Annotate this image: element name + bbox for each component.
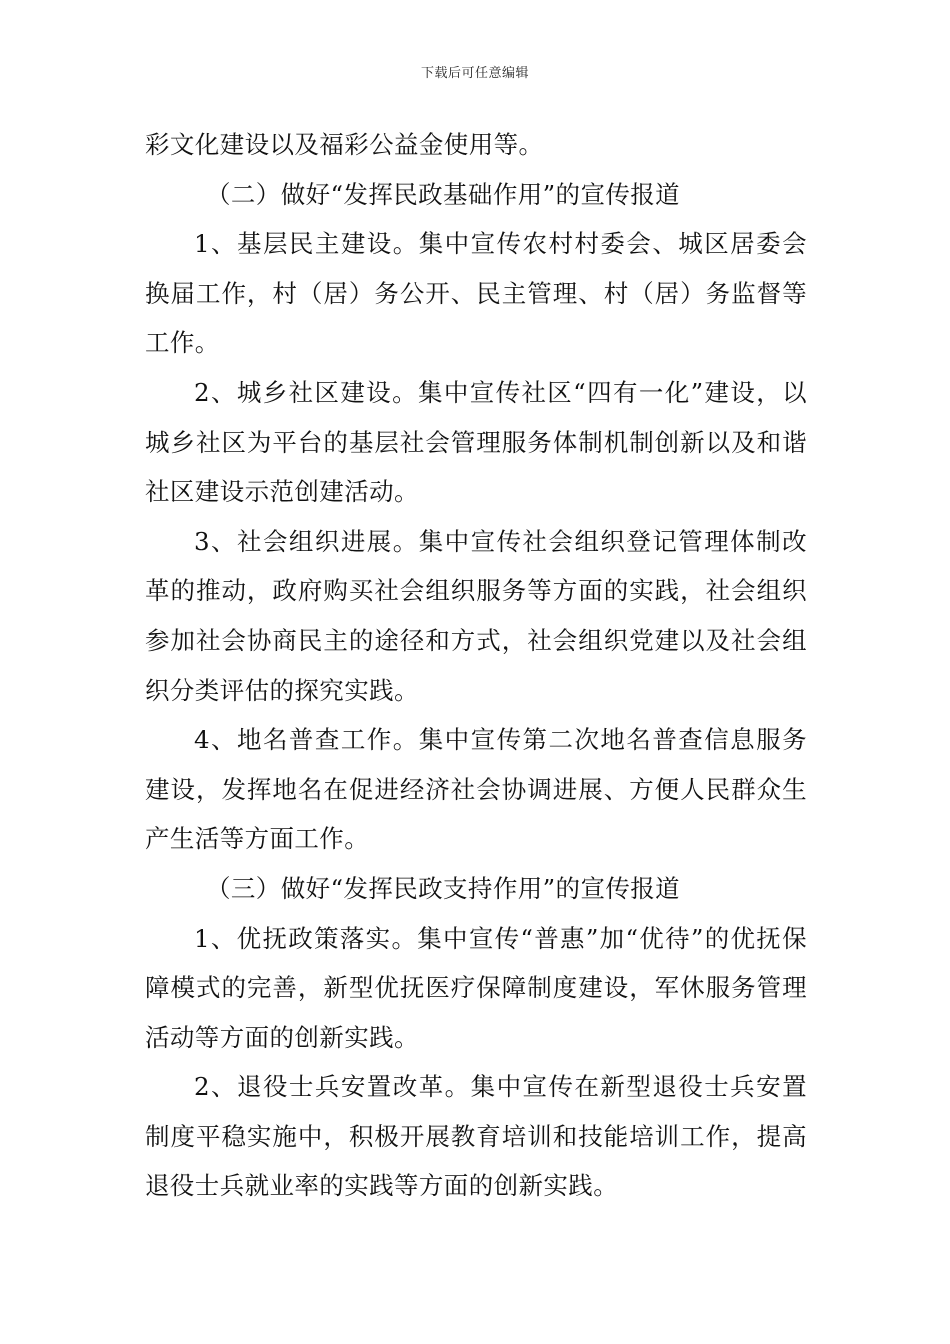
document-body (145, 120, 807, 1211)
paragraph-community-building: 2、城乡社区建设。集中宣传社区“四有一化”建设，以城乡社区为平台的基层社会管理服务体制机制创新以及和谐社区建设示范创建活动。 (145, 377, 807, 507)
paragraph-veteran-placement: 2、退役士兵安置改革。集中宣传在新型退役士兵安置制度平稳实施中，积极开展教育培训和技能培训工作，提高退役士兵就业率的实践等方面的创新实践。 (145, 1072, 807, 1201)
paragraph-continuation: 彩文化建设以及福彩公益金使用等。 (145, 130, 544, 159)
paragraph-place-name-census: 4、地名普查工作。集中宣传第二次地名普查信息服务建设，发挥地名在促进经济社会协调进展、方便人民群众生产生活等方面工作。 (145, 725, 807, 854)
page-header-note: 下载后可任意编辑 (420, 66, 529, 81)
paragraph-social-organizations: 3、社会组织进展。集中宣传社会组织登记管理体制改革的推动，政府购买社会组织服务等方面的实践，社会组织参加社会协商民主的途径和方式，社会组织党建以及社会组织分类评估的探究实践。 (145, 526, 807, 705)
section-heading-3: （三）做好“发挥民政支持作用”的宣传报道 (206, 873, 681, 903)
paragraph-preferential-policy: 1、优抚政策落实。集中宣传“普惠”加“优待”的优抚保障模式的完善，新型优抚医疗保障制度建设，军休服务管理活动等方面的创新实践。 (145, 923, 807, 1052)
paragraph-grassroots-democracy: 1、基层民主建设。集中宣传农村村委会、城区居委会换届工作，村（居）务公开、民主管理、村（居）务监督等工作。 (145, 229, 807, 358)
section-heading-2: （二）做好“发挥民政基础作用”的宣传报道 (206, 179, 681, 209)
